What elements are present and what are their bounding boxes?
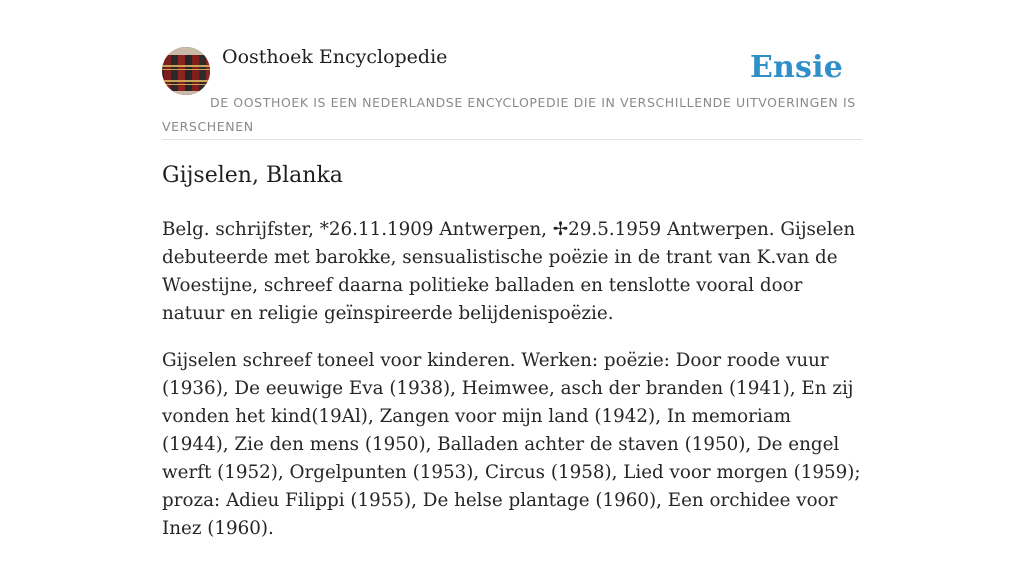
entry-paragraph: Gijselen schreef toneel voor kinderen. Werken: poëzie: Door roode vuur (1936), De eeuwige Eva (1938), Heimwee, asch der branden (1941), En zij vonden het kind(19Al), Zangen voor mijn land (1942), In memoriam (1944), Zie den mens (1950), Balladen achter de staven (1950), De engel werft (1952), Orgelpunten (1953), Circus (1958), Lied voor morgen (1959); proza: Adieu Filippi (1955), De helse plantage (1960), Een orchidee voor Inez (1960).	[162, 350, 861, 539]
brand-logo[interactable]: Ensie	[749, 50, 843, 85]
encyclopedia-books-icon[interactable]	[162, 47, 210, 95]
entry-body	[162, 216, 862, 562]
source-title[interactable]: Oosthoek Encyclopedie	[222, 46, 448, 68]
entry-title: Gijselen, Blanka	[162, 163, 343, 188]
divider	[162, 139, 862, 140]
entry-paragraph: Belg. schrijfster, *26.11.1909 Antwerpen, ✢29.5.1959 Antwerpen. Gijselen debuteerde met barokke, sensualistische poëzie in de trant van K.van de Woestijne, schreef daarna politieke balladen en tenslotte vooral door natuur en religie geïnspireerde belijdenispoëzie.	[162, 219, 856, 324]
source-description: DE OOSTHOEK IS EEN NEDERLANDSE ENCYCLOPEDIE DIE IN VERSCHILLENDE UITVOERINGEN IS VERSCHENEN	[162, 95, 856, 134]
